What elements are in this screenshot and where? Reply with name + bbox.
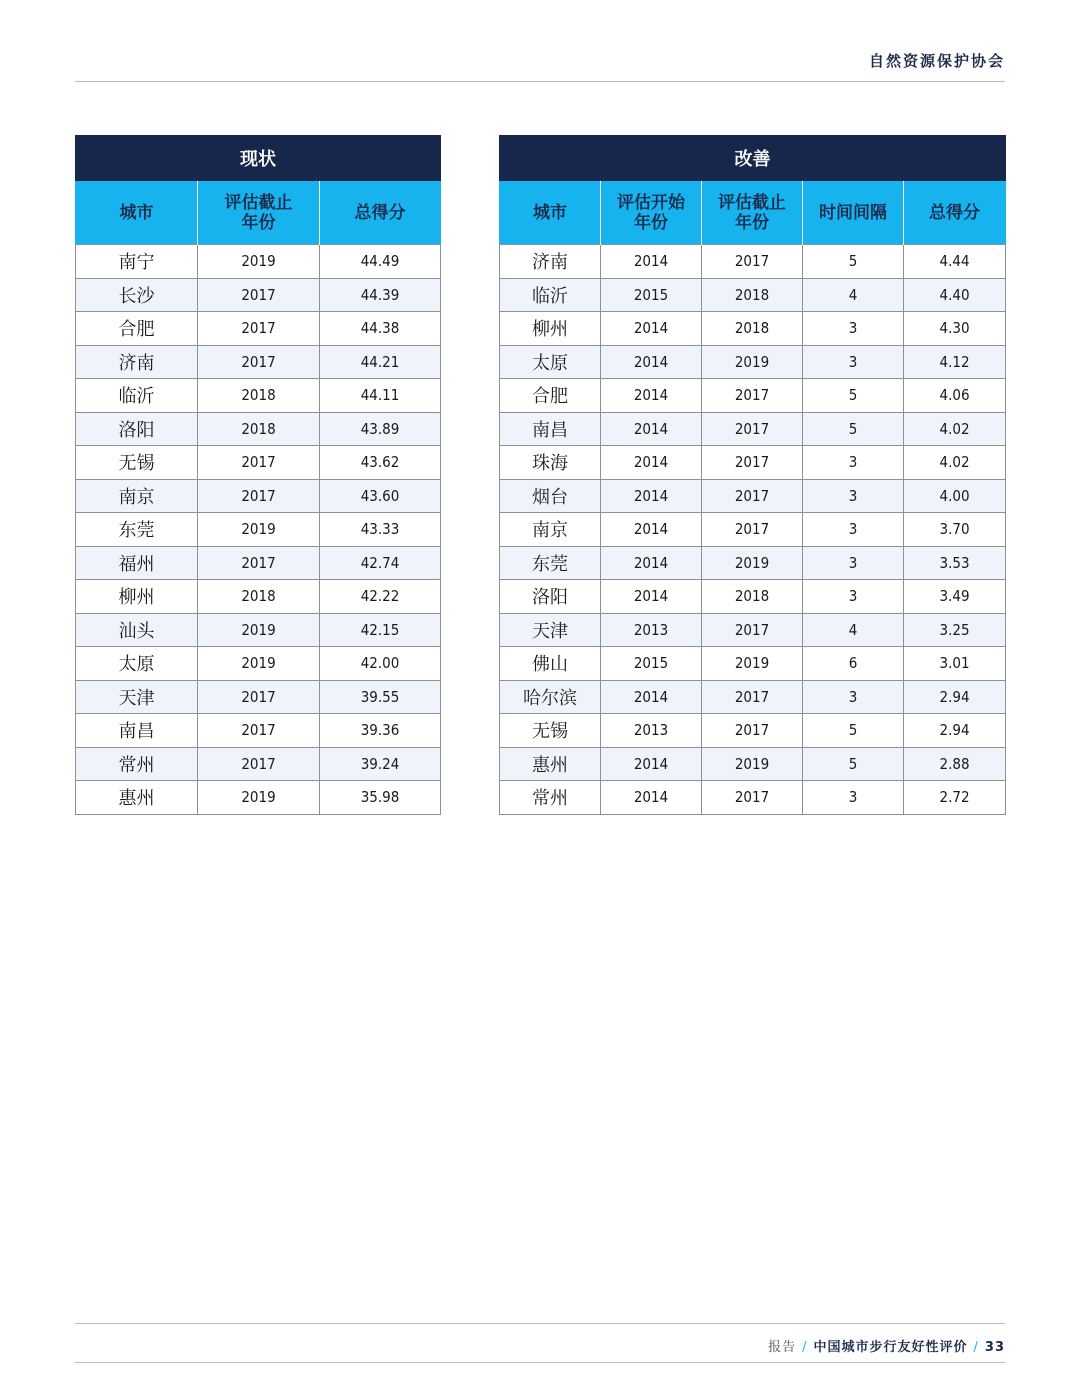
city-cell: 无锡 <box>76 446 198 480</box>
value-cell: 2017 <box>198 446 320 480</box>
city-cell: 合肥 <box>500 379 601 413</box>
value-cell: 4.00 <box>904 479 1006 513</box>
value-cell: 3 <box>803 546 904 580</box>
value-cell: 2014 <box>601 312 702 346</box>
value-cell: 39.24 <box>320 747 441 781</box>
table-row <box>76 680 441 714</box>
value-cell: 2017 <box>702 479 803 513</box>
city-cell: 汕头 <box>76 613 198 647</box>
value-cell: 2018 <box>702 580 803 614</box>
table-row <box>76 245 441 279</box>
status-table <box>75 135 441 815</box>
value-cell: 2019 <box>198 647 320 681</box>
table-row <box>76 781 441 815</box>
value-cell: 2013 <box>601 714 702 748</box>
value-cell: 2014 <box>601 379 702 413</box>
value-cell: 3 <box>803 513 904 547</box>
footer-separator: / <box>802 1340 808 1355</box>
value-cell: 3 <box>803 781 904 815</box>
value-cell: 2017 <box>198 546 320 580</box>
value-cell: 2013 <box>601 613 702 647</box>
value-cell: 2018 <box>198 412 320 446</box>
footer <box>768 1336 1005 1355</box>
header-divider <box>75 81 1005 82</box>
status-table-column-header: 城市 <box>76 181 198 245</box>
table-row <box>500 714 1006 748</box>
value-cell: 4.40 <box>904 278 1006 312</box>
table-row <box>76 446 441 480</box>
value-cell: 2014 <box>601 345 702 379</box>
city-cell: 哈尔滨 <box>500 680 601 714</box>
value-cell: 4 <box>803 613 904 647</box>
value-cell: 2019 <box>702 747 803 781</box>
value-cell: 2017 <box>702 680 803 714</box>
city-cell: 珠海 <box>500 446 601 480</box>
value-cell: 2017 <box>702 714 803 748</box>
value-cell: 44.38 <box>320 312 441 346</box>
table-row <box>500 312 1006 346</box>
footer-section: 报告 <box>768 1340 797 1355</box>
value-cell: 3.01 <box>904 647 1006 681</box>
city-cell: 南宁 <box>76 245 198 279</box>
value-cell: 2014 <box>601 580 702 614</box>
status-table-title: 现状 <box>76 136 441 181</box>
value-cell: 2017 <box>198 479 320 513</box>
value-cell: 5 <box>803 379 904 413</box>
improvement-table-header-row <box>500 181 1006 245</box>
table-row <box>76 580 441 614</box>
value-cell: 39.36 <box>320 714 441 748</box>
improvement-table-column-header: 评估截止 年份 <box>702 181 803 245</box>
city-cell: 济南 <box>500 245 601 279</box>
value-cell: 2015 <box>601 647 702 681</box>
value-cell: 44.11 <box>320 379 441 413</box>
value-cell: 2017 <box>198 278 320 312</box>
value-cell: 2018 <box>198 580 320 614</box>
table-row <box>500 680 1006 714</box>
city-cell: 东莞 <box>500 546 601 580</box>
status-table-body <box>76 245 441 815</box>
value-cell: 2017 <box>702 513 803 547</box>
value-cell: 42.00 <box>320 647 441 681</box>
city-cell: 常州 <box>76 747 198 781</box>
improvement-table-column-header: 评估开始 年份 <box>601 181 702 245</box>
value-cell: 44.49 <box>320 245 441 279</box>
value-cell: 2019 <box>198 613 320 647</box>
status-table-header-row <box>76 181 441 245</box>
value-cell: 2014 <box>601 747 702 781</box>
table-row <box>500 613 1006 647</box>
footer-divider-bottom <box>75 1362 1005 1363</box>
city-cell: 洛阳 <box>500 580 601 614</box>
table-row <box>76 613 441 647</box>
status-table-column-header: 评估截止 年份 <box>198 181 320 245</box>
value-cell: 2019 <box>198 513 320 547</box>
improvement-table-column-header: 城市 <box>500 181 601 245</box>
value-cell: 4.02 <box>904 446 1006 480</box>
city-cell: 柳州 <box>500 312 601 346</box>
city-cell: 东莞 <box>76 513 198 547</box>
table-row <box>76 647 441 681</box>
value-cell: 2014 <box>601 546 702 580</box>
value-cell: 2019 <box>702 345 803 379</box>
value-cell: 4.30 <box>904 312 1006 346</box>
table-row <box>76 345 441 379</box>
value-cell: 5 <box>803 412 904 446</box>
value-cell: 4.02 <box>904 412 1006 446</box>
value-cell: 2017 <box>198 680 320 714</box>
value-cell: 44.39 <box>320 278 441 312</box>
city-cell: 常州 <box>500 781 601 815</box>
table-row <box>76 312 441 346</box>
table-row <box>500 379 1006 413</box>
city-cell: 佛山 <box>500 647 601 681</box>
footer-report-title: 中国城市步行友好性评价 <box>813 1340 968 1355</box>
table-row <box>76 714 441 748</box>
value-cell: 44.21 <box>320 345 441 379</box>
value-cell: 2017 <box>702 412 803 446</box>
value-cell: 2.94 <box>904 680 1006 714</box>
city-cell: 柳州 <box>76 580 198 614</box>
value-cell: 2014 <box>601 412 702 446</box>
city-cell: 合肥 <box>76 312 198 346</box>
table-row <box>76 747 441 781</box>
table-row <box>76 278 441 312</box>
value-cell: 2017 <box>702 781 803 815</box>
table-row <box>500 412 1006 446</box>
value-cell: 3.25 <box>904 613 1006 647</box>
city-cell: 南京 <box>76 479 198 513</box>
table-row <box>76 513 441 547</box>
table-row <box>76 412 441 446</box>
value-cell: 4.06 <box>904 379 1006 413</box>
table-row <box>500 245 1006 279</box>
table-row <box>500 278 1006 312</box>
table-row <box>500 546 1006 580</box>
city-cell: 惠州 <box>500 747 601 781</box>
city-cell: 南昌 <box>500 412 601 446</box>
city-cell: 临沂 <box>76 379 198 413</box>
page-number: 33 <box>984 1340 1005 1355</box>
value-cell: 5 <box>803 714 904 748</box>
table-row <box>500 479 1006 513</box>
value-cell: 2019 <box>702 546 803 580</box>
value-cell: 2.88 <box>904 747 1006 781</box>
value-cell: 2018 <box>198 379 320 413</box>
city-cell: 洛阳 <box>76 412 198 446</box>
table-row <box>500 781 1006 815</box>
value-cell: 2014 <box>601 781 702 815</box>
value-cell: 4.44 <box>904 245 1006 279</box>
value-cell: 3 <box>803 479 904 513</box>
value-cell: 2019 <box>198 781 320 815</box>
city-cell: 南昌 <box>76 714 198 748</box>
value-cell: 2017 <box>702 446 803 480</box>
value-cell: 2014 <box>601 245 702 279</box>
table-row <box>76 479 441 513</box>
value-cell: 5 <box>803 245 904 279</box>
value-cell: 2017 <box>198 312 320 346</box>
city-cell: 济南 <box>76 345 198 379</box>
value-cell: 42.22 <box>320 580 441 614</box>
value-cell: 2017 <box>198 747 320 781</box>
value-cell: 3.49 <box>904 580 1006 614</box>
value-cell: 3 <box>803 345 904 379</box>
table-row <box>76 546 441 580</box>
value-cell: 3 <box>803 446 904 480</box>
value-cell: 2.72 <box>904 781 1006 815</box>
value-cell: 6 <box>803 647 904 681</box>
value-cell: 3.70 <box>904 513 1006 547</box>
city-cell: 太原 <box>76 647 198 681</box>
value-cell: 2.94 <box>904 714 1006 748</box>
value-cell: 3 <box>803 680 904 714</box>
value-cell: 43.33 <box>320 513 441 547</box>
improvement-table-body <box>500 245 1006 815</box>
value-cell: 2014 <box>601 479 702 513</box>
status-table-column-header: 总得分 <box>320 181 441 245</box>
value-cell: 2017 <box>702 245 803 279</box>
value-cell: 2017 <box>198 345 320 379</box>
value-cell: 42.74 <box>320 546 441 580</box>
value-cell: 2014 <box>601 680 702 714</box>
city-cell: 天津 <box>76 680 198 714</box>
value-cell: 43.89 <box>320 412 441 446</box>
improvement-table-column-header: 总得分 <box>904 181 1006 245</box>
improvement-table <box>499 135 1006 815</box>
city-cell: 福州 <box>76 546 198 580</box>
value-cell: 2017 <box>702 613 803 647</box>
table-row <box>500 513 1006 547</box>
table-row <box>500 345 1006 379</box>
city-cell: 烟台 <box>500 479 601 513</box>
value-cell: 35.98 <box>320 781 441 815</box>
value-cell: 5 <box>803 747 904 781</box>
value-cell: 3.53 <box>904 546 1006 580</box>
value-cell: 2017 <box>702 379 803 413</box>
header-organization: 自然资源保护协会 <box>868 52 1005 70</box>
footer-separator: / <box>973 1340 979 1355</box>
value-cell: 3 <box>803 312 904 346</box>
value-cell: 2018 <box>702 278 803 312</box>
city-cell: 临沂 <box>500 278 601 312</box>
improvement-table-title: 改善 <box>500 136 1006 181</box>
city-cell: 无锡 <box>500 714 601 748</box>
table-row <box>500 580 1006 614</box>
table-row <box>500 747 1006 781</box>
improvement-table-column-header: 时间间隔 <box>803 181 904 245</box>
value-cell: 2018 <box>702 312 803 346</box>
value-cell: 3 <box>803 580 904 614</box>
table-row <box>500 446 1006 480</box>
value-cell: 2017 <box>198 714 320 748</box>
value-cell: 4.12 <box>904 345 1006 379</box>
table-row <box>500 647 1006 681</box>
value-cell: 4 <box>803 278 904 312</box>
value-cell: 2015 <box>601 278 702 312</box>
value-cell: 2014 <box>601 513 702 547</box>
value-cell: 42.15 <box>320 613 441 647</box>
city-cell: 惠州 <box>76 781 198 815</box>
value-cell: 43.62 <box>320 446 441 480</box>
city-cell: 天津 <box>500 613 601 647</box>
value-cell: 2014 <box>601 446 702 480</box>
city-cell: 长沙 <box>76 278 198 312</box>
table-row <box>76 379 441 413</box>
footer-divider-top <box>75 1323 1005 1324</box>
value-cell: 2019 <box>198 245 320 279</box>
value-cell: 2019 <box>702 647 803 681</box>
value-cell: 43.60 <box>320 479 441 513</box>
value-cell: 39.55 <box>320 680 441 714</box>
city-cell: 太原 <box>500 345 601 379</box>
city-cell: 南京 <box>500 513 601 547</box>
